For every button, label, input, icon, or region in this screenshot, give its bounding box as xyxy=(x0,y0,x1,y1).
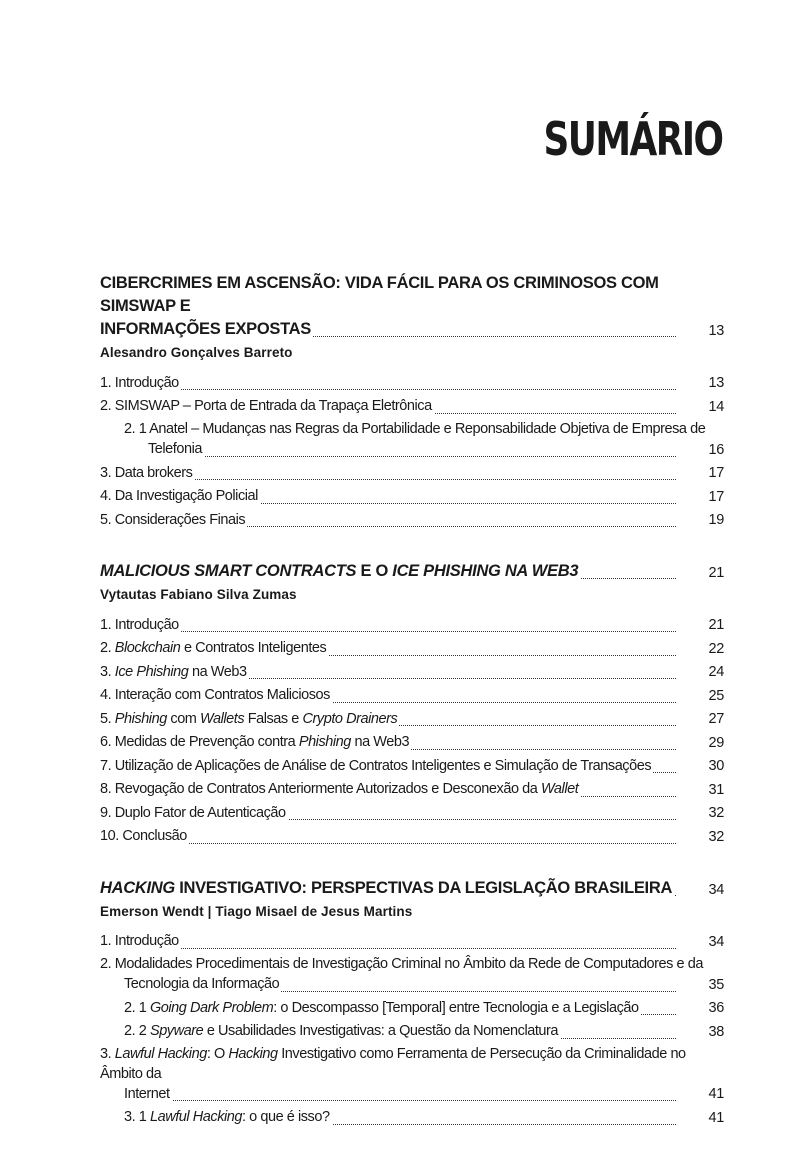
chapter-author: Emerson Wendt | Tiago Misael de Jesus Martins xyxy=(100,903,413,919)
chapter-page-number: 21 xyxy=(708,565,724,581)
chapter-author: Alesandro Gonçalves Barreto xyxy=(100,345,293,360)
toc-entry[interactable]: 1. Introdução 13 xyxy=(100,374,724,391)
toc-entry[interactable]: 2. 1 Going Dark Problem: o Descompasso [Temporal] entre Tecnologia e a Legislação 36 xyxy=(124,999,724,1016)
toc-entry[interactable]: 2. Blockchain e Contratos Inteligentes 22 xyxy=(100,640,724,657)
toc-entry[interactable]: 4. Da Investigação Policial 17 xyxy=(100,488,724,505)
toc-entry[interactable]: 1. Introdução 21 xyxy=(100,616,724,633)
table-of-contents xyxy=(100,272,724,1154)
toc-entry[interactable]: 7. Utilização de Aplicações de Análise de Contratos Inteligentes e Simulação de Transações 30 xyxy=(100,757,724,774)
page-title: SUMÁRIO xyxy=(542,112,722,166)
toc-entry[interactable]: 3. Ice Phishing na Web3 24 xyxy=(100,663,724,680)
toc-entry[interactable]: 2. 1 Anatel – Mudanças nas Regras da Portabilidade e Reponsabilidade Objetiva de Empresa de Telefonia 16 xyxy=(124,421,724,458)
chapter-3 xyxy=(100,877,724,1128)
toc-entry[interactable]: 2. Modalidades Procedimentais de Investigação Criminal no Âmbito da Rede de Computadores e da Tecnologia da Informação 35 xyxy=(100,956,724,993)
chapter-page-number: 13 xyxy=(708,323,724,339)
chapter-2 xyxy=(100,560,724,847)
chapter-title-line1: CIBERCRIMES EM ASCENSÃO: VIDA FÁCIL PARA OS CRIMINOSOS COM SIMSWAP E xyxy=(100,274,659,315)
chapter-page-number: 34 xyxy=(708,881,724,898)
toc-entry[interactable]: 2. 2 Spyware e Usabilidades Investigativas: a Questão da Nomenclatura 38 xyxy=(124,1023,724,1040)
toc-entry[interactable]: 3. Lawful Hacking: O Hacking Investigativo como Ferramenta de Persecução da Criminalidade no Âmbito da Internet 41 xyxy=(100,1046,724,1102)
chapter-1-heading[interactable] xyxy=(100,318,724,341)
toc-entry[interactable]: 5. Considerações Finais 19 xyxy=(100,511,724,528)
toc-entry[interactable]: 4. Interação com Contratos Maliciosos 25 xyxy=(100,687,724,704)
toc-entry[interactable]: 5. Phishing com Wallets Falsas e Crypto Drainers 27 xyxy=(100,710,724,727)
toc-entry[interactable]: 8. Revogação de Contratos Anteriormente Autorizados e Desconexão da Wallet 31 xyxy=(100,781,724,798)
toc-entry[interactable]: 10. Conclusão 32 xyxy=(100,828,724,845)
toc-entry[interactable]: 1. Introdução 34 xyxy=(100,933,724,950)
toc-entry[interactable]: 3. Data brokers 17 xyxy=(100,464,724,481)
chapter-3-heading[interactable]: HACKING INVESTIGATIVO: PERSPECTIVAS DA LEGISLAÇÃO BRASILEIRA 34 xyxy=(100,878,724,898)
toc-entry[interactable]: 9. Duplo Fator de Autenticação 32 xyxy=(100,804,724,821)
chapter-author: Vytautas Fabiano Silva Zumas xyxy=(100,587,297,602)
chapter-1 xyxy=(100,272,724,530)
chapter-2-heading[interactable]: MALICIOUS SMART CONTRACTS E O ICE PHISHING NA WEB3 21 xyxy=(100,562,724,581)
toc-entry[interactable]: 2. SIMSWAP – Porta de Entrada da Trapaça Eletrônica 14 xyxy=(100,398,724,415)
toc-entry[interactable]: 3. 1 Lawful Hacking: o que é isso? 41 xyxy=(124,1109,724,1126)
chapter-title-line2: INFORMAÇÕES EXPOSTAS xyxy=(100,320,311,338)
toc-entry[interactable]: 6. Medidas de Prevenção contra Phishing na Web3 29 xyxy=(100,734,724,751)
